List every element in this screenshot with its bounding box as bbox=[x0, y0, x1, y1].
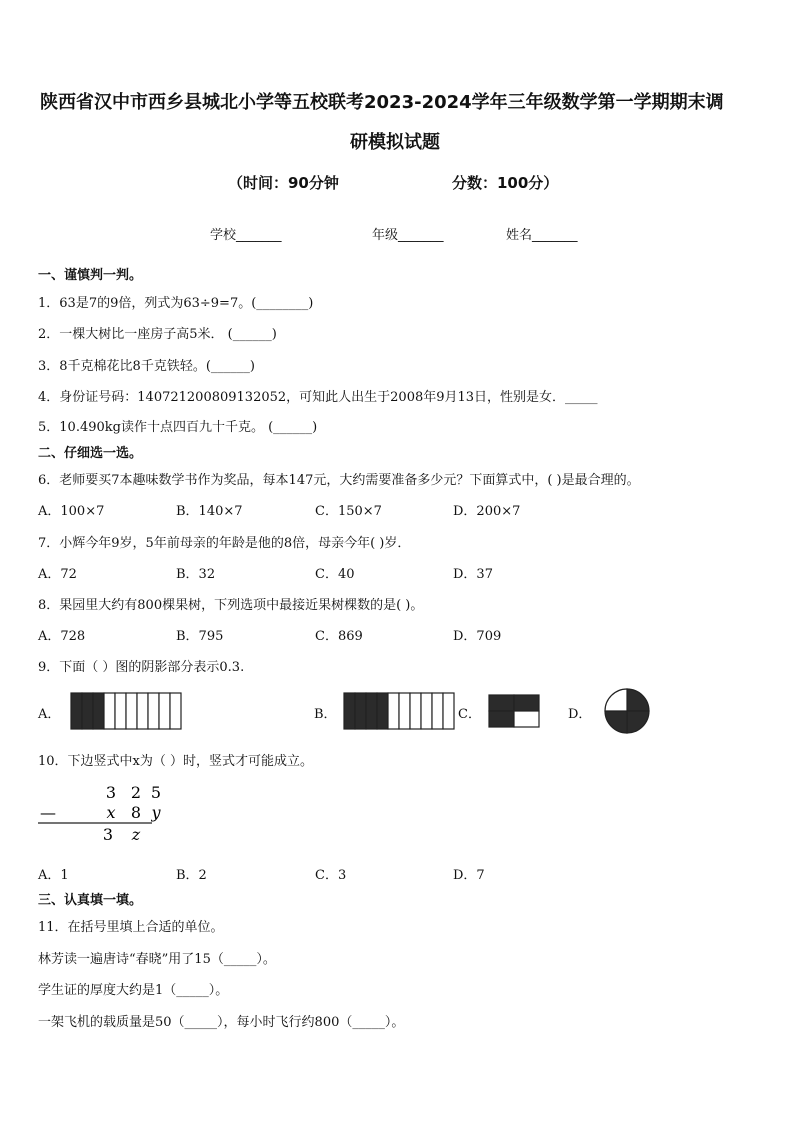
option: D．709 bbox=[453, 629, 502, 644]
shaded-cell bbox=[489, 695, 514, 711]
blank-cell bbox=[410, 693, 421, 729]
question-11-c: 一架飞机的载质量是50（_____），每小时飞行约800（_____）。 bbox=[38, 1015, 405, 1030]
blank-cell bbox=[170, 693, 181, 729]
minus-sign: — bbox=[40, 803, 56, 822]
section-heading: 一、谨慎判一判。 bbox=[38, 268, 143, 283]
question-2: 2．一棵大树比一座房子高5米． (______) bbox=[38, 327, 277, 342]
option: D． bbox=[568, 707, 592, 722]
digit-z: z bbox=[131, 825, 141, 844]
option: B．140×7 bbox=[176, 504, 243, 519]
digit: 8 bbox=[130, 803, 142, 822]
blank-cell bbox=[137, 693, 148, 729]
option: B． bbox=[314, 707, 337, 722]
option: A．728 bbox=[38, 629, 86, 644]
option: D．200×7 bbox=[453, 504, 521, 519]
blank-cell bbox=[159, 693, 170, 729]
exam-time: （时间：90分钟 bbox=[228, 174, 339, 192]
digit: 2 bbox=[130, 783, 142, 802]
shaded-quarter bbox=[605, 711, 627, 733]
question-1: 1．63是7的9倍，列式为63÷9=7。(________) bbox=[38, 296, 314, 311]
blank-cell bbox=[148, 693, 159, 729]
option: D．37 bbox=[453, 567, 493, 582]
blank-quarter bbox=[605, 689, 627, 711]
blank-cell bbox=[432, 693, 443, 729]
shaded-cell bbox=[489, 711, 514, 727]
option: C．3 bbox=[315, 868, 347, 883]
question-11-b: 学生证的厚度大约是1（_____）。 bbox=[38, 983, 229, 998]
question-11-a: 林芳读一遍唐诗“春晓”用了15（_____）。 bbox=[38, 952, 276, 967]
figure-a-strip bbox=[70, 692, 182, 730]
shaded-cell bbox=[377, 693, 388, 729]
figure-d-circle bbox=[603, 687, 651, 735]
blank-cell bbox=[126, 693, 137, 729]
digit-x: x bbox=[106, 803, 116, 822]
shaded-cell bbox=[355, 693, 366, 729]
question-6: 6．老师要买7本趣味数学书作为奖品，每本147元，大约需要准备多少元？下面算式中，( )是最合理的。 bbox=[38, 473, 640, 488]
shaded-cell bbox=[82, 693, 93, 729]
question-8: 8．果园里大约有800棵果树，下列选项中最接近果树棵数的是( )。 bbox=[38, 598, 424, 613]
vertical-subtraction bbox=[36, 780, 162, 846]
shaded-cell bbox=[514, 695, 539, 711]
option: A．1 bbox=[38, 868, 69, 883]
question-3: 3．8千克棉花比8千克铁轻。(______) bbox=[38, 359, 255, 374]
name-field: 姓名_______ bbox=[506, 228, 578, 243]
blank-cell bbox=[443, 693, 454, 729]
question-11: 11．在括号里填上合适的单位。 bbox=[38, 920, 224, 935]
digit: 3 bbox=[102, 825, 114, 844]
question-7: 7．小辉今年9岁，5年前母亲的年龄是他的8倍，母亲今年( )岁． bbox=[38, 536, 411, 551]
exam-title-line2: 研模拟试题 bbox=[350, 132, 440, 153]
exam-title-line1: 陕西省汉中市西乡县城北小学等五校联考2023-2024学年三年级数学第一学期期末调 bbox=[40, 92, 724, 113]
blank-cell bbox=[388, 693, 399, 729]
shaded-cell bbox=[71, 693, 82, 729]
option: C． bbox=[458, 707, 481, 722]
question-4: 4．身份证号码：140721200809132052，可知此人出生于2008年9月13日，性别是女．_____ bbox=[38, 390, 598, 405]
blank-cell bbox=[421, 693, 432, 729]
option: A． bbox=[38, 707, 61, 722]
shaded-cell bbox=[366, 693, 377, 729]
blank-cell bbox=[514, 711, 539, 727]
option: C．150×7 bbox=[315, 504, 382, 519]
option: D．7 bbox=[453, 868, 485, 883]
question-10: 10．下边竖式中x为（ ）时，竖式才可能成立。 bbox=[38, 754, 314, 769]
option: C．40 bbox=[315, 567, 355, 582]
option: B．32 bbox=[176, 567, 216, 582]
question-9: 9．下面（ ）图的阴影部分表示0.3. bbox=[38, 660, 245, 675]
shaded-quarter bbox=[627, 689, 649, 711]
shaded-quarter bbox=[627, 711, 649, 733]
blank-cell bbox=[115, 693, 126, 729]
blank-cell bbox=[104, 693, 115, 729]
blank-cell bbox=[399, 693, 410, 729]
question-5: 5．10.490kg读作十点四百九十千克。 (______) bbox=[38, 420, 318, 435]
figure-b-strip bbox=[343, 692, 455, 730]
option: B．2 bbox=[176, 868, 207, 883]
option: C．869 bbox=[315, 629, 363, 644]
shaded-cell bbox=[344, 693, 355, 729]
school-field: 学校_______ bbox=[210, 228, 282, 243]
figure-c-rectangle bbox=[488, 694, 540, 728]
grade-field: 年级_______ bbox=[372, 228, 444, 243]
digit: 3 bbox=[105, 783, 117, 802]
digit-y: y bbox=[151, 803, 161, 822]
exam-score: 分数：100分） bbox=[452, 174, 559, 192]
section-heading: 三、认真填一填。 bbox=[38, 893, 143, 908]
shaded-cell bbox=[93, 693, 104, 729]
option: B．795 bbox=[176, 629, 224, 644]
section-heading: 二、仔细选一选。 bbox=[38, 446, 143, 461]
digit: 5 bbox=[150, 783, 162, 802]
option: A．72 bbox=[38, 567, 77, 582]
option: A．100×7 bbox=[38, 504, 105, 519]
